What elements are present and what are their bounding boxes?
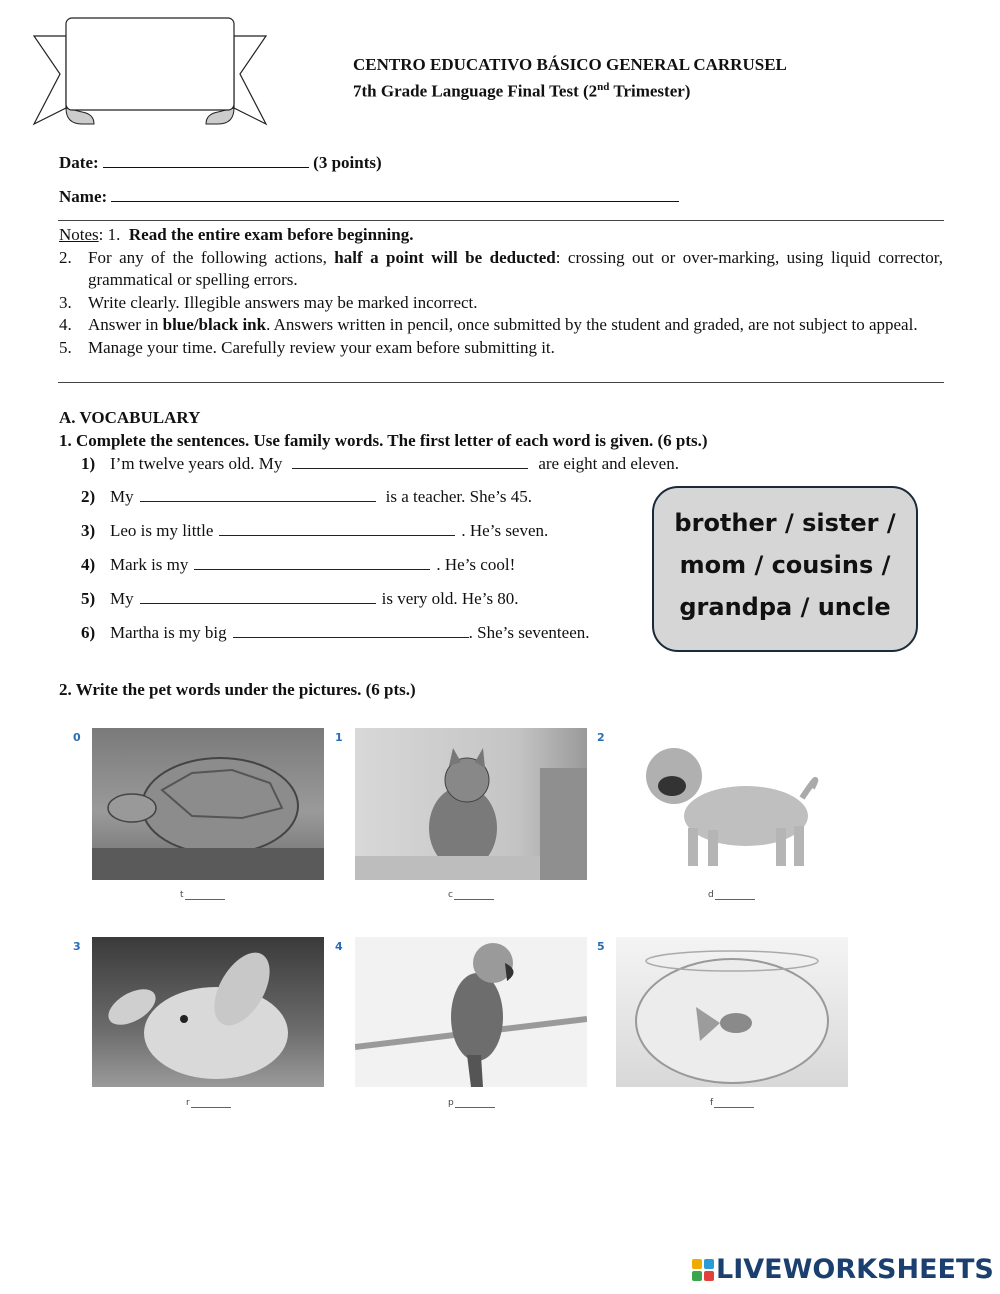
date-label: Date: [59, 153, 99, 172]
answer-blank[interactable] [140, 589, 376, 604]
sentence-6: 6) Martha is my big . She’s seventeen. [81, 623, 590, 642]
note-item: 5. Manage your time. Carefully review your exam before submitting it. [59, 337, 555, 357]
notes-label: Notes [59, 225, 99, 244]
answer-field-parrot[interactable]: p [448, 1097, 495, 1108]
divider-top [58, 220, 944, 221]
word-bank-line: grandpa / uncle [679, 593, 891, 621]
sentence-4: 4) Mark is my . He’s cool! [81, 555, 516, 574]
sentence-3: 3) Leo is my little . He’s seven. [81, 521, 549, 540]
picture-number: 1 [335, 731, 343, 744]
word-bank-box [652, 486, 918, 652]
vocabulary-heading: A. VOCABULARY [59, 408, 201, 427]
answer-blank[interactable] [292, 454, 528, 469]
picture-number: 5 [597, 940, 605, 953]
sentence-2: 2) My is a teacher. She’s 45. [81, 487, 532, 506]
note-item: 3. Write clearly. Illegible answers may be marked incorrect. [59, 292, 478, 312]
answer-field-goldfish[interactable]: f [710, 1097, 754, 1108]
word-bank-line: mom / cousins / [679, 551, 891, 579]
word-bank-line: brother / sister / [674, 509, 896, 537]
parrot-image [355, 937, 587, 1087]
answer-field-rabbit[interactable]: r [186, 1097, 231, 1108]
liveworksheets-logo-icon [692, 1259, 714, 1281]
picture-number: 2 [597, 731, 605, 744]
name-input[interactable] [111, 185, 679, 202]
sentence-1: 1) I’m twelve years old. My are eight and eleven. [81, 454, 679, 473]
dog-image [616, 728, 848, 880]
question-2: 2. Write the pet words under the pictures. (6 pts.) [59, 680, 416, 699]
answer-blank[interactable] [194, 555, 430, 570]
picture-number: 3 [73, 940, 81, 953]
answer-blank[interactable] [233, 623, 469, 638]
liveworksheets-logo [692, 1254, 994, 1285]
divider-bottom [58, 382, 944, 383]
goldfish-image [616, 937, 848, 1087]
notes-first-line: Notes: 1. Read the entire exam before beginning. [59, 225, 414, 244]
banner-scroll-graphic [32, 16, 268, 128]
date-field [59, 151, 382, 173]
answer-field-dog[interactable]: d [708, 889, 755, 900]
question-1: 1. Complete the sentences. Use family words. The first letter of each word is given. (6 pts.) [59, 431, 708, 450]
answer-blank[interactable] [219, 521, 455, 536]
notes-section [59, 224, 943, 359]
name-field [59, 185, 679, 207]
rabbit-image [92, 937, 324, 1087]
test-title: 7th Grade Language Final Test (2nd Trimester) [353, 81, 691, 101]
picture-number: 4 [335, 940, 343, 953]
name-label: Name: [59, 187, 108, 206]
date-input[interactable] [103, 151, 309, 168]
date-points: (3 points) [313, 153, 382, 172]
answer-blank[interactable] [140, 487, 376, 502]
picture-number: 0 [73, 731, 81, 744]
answer-field-tortoise[interactable]: t [180, 889, 225, 900]
answer-field-cat[interactable]: c [448, 889, 494, 900]
note-item: 4. Answer in blue/black ink. Answers written in pencil, once submitted by the student and graded, are not subject to appeal. [59, 315, 918, 334]
note-item: 2. For any of the following actions, half a point will be deducted: crossing out or over-marking, using liquid corrector, grammatical or spelling errors. [59, 247, 943, 289]
liveworksheets-logo-text: LIVEWORKSHEETS [716, 1254, 994, 1285]
sentence-5: 5) My is very old. He’s 80. [81, 589, 519, 608]
school-name: CENTRO EDUCATIVO BÁSICO GENERAL CARRUSEL [353, 55, 787, 74]
school-header [353, 53, 787, 103]
tortoise-image [92, 728, 324, 880]
cat-image [355, 728, 587, 880]
